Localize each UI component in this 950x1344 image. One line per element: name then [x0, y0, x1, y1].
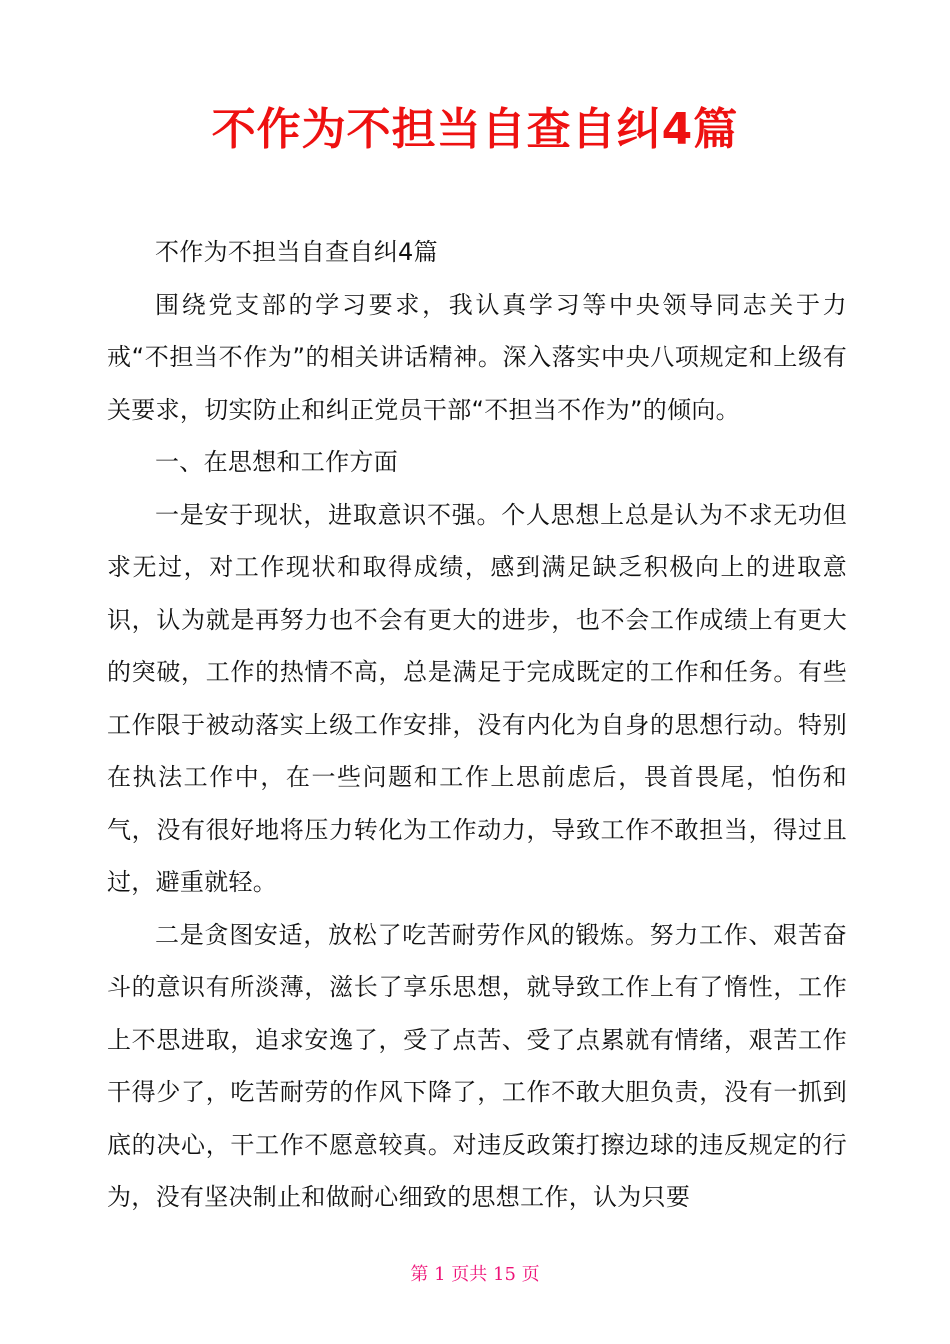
page-number: 第 1 页共 15 页: [410, 1264, 540, 1285]
paragraph-subtitle: 不作为不担当自查自纠4篇: [155, 238, 438, 266]
paragraph-intro: 围绕党支部的学习要求，我认真学习等中央领导同志关于力戒“不担当不作为”的相关讲话精神。深入落实中央八项规定和上级有关要求，切实防止和纠正党员干部“不担当不作为”的倾向。: [107, 290, 847, 424]
paragraph-point-one: 一是安于现状，进取意识不强。个人思想上总是认为不求无功但求无过，对工作现状和取得成绩，感到满足缺乏积极向上的进取意识，认为就是再努力也不会有更大的进步，也不会工作成绩上有更大的突破，工作的热情不高，总是满足于完成既定的工作和任务。有些工作限于被动落实上级工作安排，没有内化为自身的思想行动。特别在执法工作中，在一些问题和工作上思前虑后，畏首畏尾，怕伤和气，没有很好地将压力转化为工作动力，导致工作不敢担当，得过且过，避重就轻。: [107, 500, 847, 896]
section-heading: 一、在思想和工作方面: [155, 448, 398, 476]
document-title: 不作为不担当自查自纠4篇: [211, 104, 739, 155]
paragraph-point-two: 二是贪图安适，放松了吃苦耐劳作风的锻炼。努力工作、艰苦奋斗的意识有所淡薄，滋长了享乐思想，就导致工作上有了惰性，工作上不思进取，追求安逸了，受了点苦、受了点累就有情绪，艰苦工作干得少了，吃苦耐劳的作风下降了，工作不敢大胆负责，没有一抓到底的决心，干工作不愿意较真。对违反政策打擦边球的违反规定的行为，没有坚决制止和做耐心细致的思想工作，认为只要: [107, 920, 847, 1211]
document-body: [107, 226, 847, 1224]
